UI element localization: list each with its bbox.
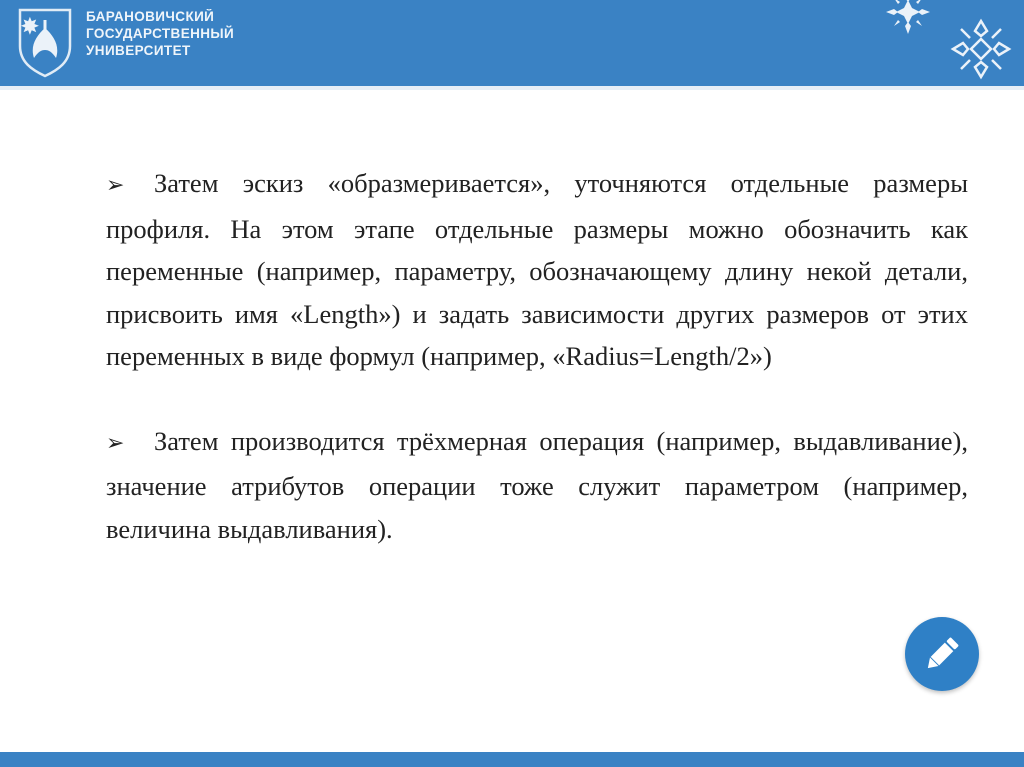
header-divider [0, 86, 1024, 90]
university-name-line-2: ГОСУДАРСТВЕННЫЙ [86, 26, 235, 41]
belarusian-ornament-icon [950, 18, 1012, 80]
university-name-line-3: УНИВЕРСИТЕТ [86, 43, 191, 58]
arrow-bullet-icon: ➢ [106, 173, 125, 198]
university-name [86, 8, 234, 59]
slide-header [0, 0, 1024, 86]
paragraph-text-1: Затем эскиз «образмеривается», уточняются отдельные размеры профиля. На этом этапе отдельные размеры можно обозначить как переменные (например, параметру, обозначающему длину некой детали, присвоить имя «Length») и задать зависимости других размеров от этих переменных в виде формул (например, «Radius=Length/2») [106, 168, 968, 371]
arrow-bullet-icon: ➢ [106, 430, 125, 456]
university-name-line-1: БАРАНОВИЧСКИЙ [86, 9, 215, 24]
bullet-paragraph-1 [106, 162, 968, 378]
slide-body [106, 162, 968, 550]
belarusian-ornament-icon [878, 0, 938, 40]
paragraph-text-2: Затем производится трёхмерная операция (например, выдавливание), значение атрибутов операции тоже служит параметром (например, величина выдавливания). [106, 425, 968, 544]
slide-footer [0, 752, 1024, 767]
edit-button[interactable] [905, 617, 979, 691]
university-crest-icon [14, 6, 76, 78]
bullet-paragraph-2 [106, 420, 968, 551]
pencil-icon [922, 634, 962, 674]
